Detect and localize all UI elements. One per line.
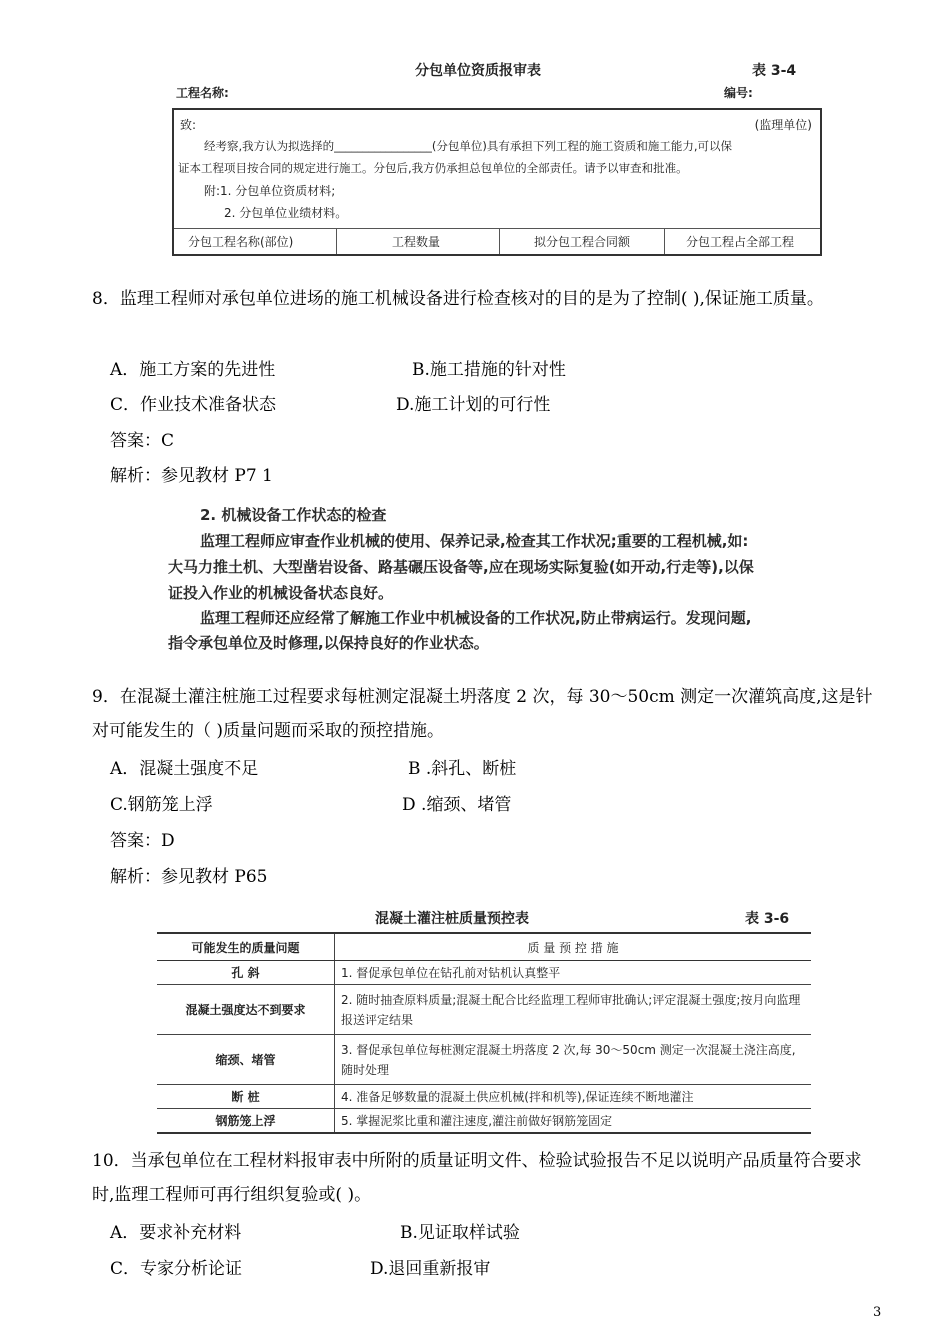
question-9-option-a: A．混凝土强度不足	[110, 759, 259, 779]
table-3-6-problem: 缩颈、堵管	[157, 1035, 335, 1085]
table-3-6-header-problem: 可能发生的质量问题	[157, 933, 335, 961]
question-10-text: 10．当承包单位在工程材料报审表中所附的质量证明文件、检验试验报告不足以说明产品质量符合要求时,监理工程师可再行组织复验或( )。	[92, 1151, 862, 1205]
question-8-option-b: B.施工措施的针对性	[412, 360, 566, 380]
form-3-4-line-1: 经考察,我方认为拟选择的_________________(分包单位)具有承担下列工程的施工资质和施工能力,可以保	[204, 139, 733, 153]
question-9-answer: 答案：D	[110, 831, 175, 851]
question-8-text: 8．监理工程师对承包单位进场的施工机械设备进行检查核对的目的是为了控制( ),保证施工质量。	[92, 289, 824, 309]
form-3-4-project-label: 工程名称:	[176, 86, 229, 100]
question-9-option-c: C.钢筋笼上浮	[110, 795, 213, 815]
question-10-option-b: B.见证取样试验	[400, 1223, 520, 1243]
form-3-4-number-label: 编号:	[724, 86, 753, 100]
table-3-6-problem: 钢筋笼上浮	[157, 1109, 335, 1133]
form-3-4-box	[172, 108, 822, 256]
question-8-answer: 答案：C	[110, 431, 175, 451]
excerpt-8-line-4: 监理工程师还应经常了解施工作业中机械设备的工作状况,防止带病运行。发现问题,	[200, 609, 752, 627]
table-3-6-table-no: 表 3-6	[745, 911, 790, 927]
table-3-6-measure: 1. 督促承包单位在钻孔前对钻机认真整平	[335, 961, 812, 985]
question-9-option-d: D .缩颈、堵管	[402, 795, 512, 815]
table-row	[157, 985, 811, 1035]
question-8-option-c: C．作业技术准备状态	[110, 395, 277, 415]
question-9-option-b: B .斜孔、断桩	[408, 759, 517, 779]
page-number: 3	[873, 1305, 882, 1320]
table-row	[157, 1035, 811, 1085]
question-8-option-d: D.施工计划的可行性	[396, 395, 551, 415]
excerpt-8-heading: 2. 机械设备工作状态的检查	[200, 506, 387, 524]
table-3-6-problem: 断 桩	[157, 1085, 335, 1109]
form-3-4-col-2: 工程数量	[392, 235, 441, 249]
excerpt-8-line-3: 证投入作业的机械设备状态良好。	[168, 584, 394, 602]
question-9-text: 9．在混凝土灌注桩施工过程要求每桩测定混凝土坍落度 2 次，每 30～50cm 测定一次灌筑高度,这是针对可能发生的（ )质量问题而采取的预控措施。	[92, 687, 873, 741]
table-3-6	[157, 932, 811, 1134]
form-3-4-supervisor-unit: (监理单位)	[754, 118, 812, 132]
form-3-4-to: 致:	[180, 118, 197, 132]
question-9-analysis: 解析：参见教材 P65	[110, 867, 268, 887]
form-3-4-attach-2: 2. 分包单位业绩材料。	[224, 206, 348, 220]
form-3-4-col-1: 分包工程名称(部位)	[188, 235, 294, 249]
table-row	[157, 1109, 811, 1133]
table-3-6-measure: 4. 准备足够数量的混凝土供应机械(拌和机等),保证连续不断地灌注	[335, 1085, 812, 1109]
excerpt-8-line-1: 监理工程师应审查作业机械的使用、保养记录,检查其工作状况;重要的工程机械,如:	[200, 532, 749, 550]
table-3-6-header-row	[157, 933, 811, 961]
form-3-4-col-4: 分包工程占全部工程	[686, 235, 795, 249]
form-3-4-col-3: 拟分包工程合同额	[534, 235, 631, 249]
form-3-4-table-no: 表 3-4	[752, 63, 797, 79]
excerpt-8-line-2: 大马力推土机、大型凿岩设备、路基碾压设备等,应在现场实际复验(如开动,行走等),以保	[168, 558, 754, 576]
table-row	[157, 961, 811, 985]
question-10-option-d: D.退回重新报审	[370, 1259, 491, 1279]
question-8-option-a: A．施工方案的先进性	[110, 360, 276, 380]
table-3-6-problem: 混凝土强度达不到要求	[157, 985, 335, 1035]
excerpt-8-line-5: 指令承包单位及时修理,以保持良好的作业状态。	[168, 634, 489, 652]
table-3-6-measure: 5. 掌握泥浆比重和灌注速度,灌注前做好钢筋笼固定	[335, 1109, 812, 1133]
form-3-4-line-2: 证本工程项目按合同的规定进行施工。分包后,我方仍承担总包单位的全部责任。请予以审查和批准。	[178, 161, 688, 175]
question-8-analysis: 解析：参见教材 P7 1	[110, 466, 273, 486]
table-3-6-title: 混凝土灌注桩质量预控表	[375, 911, 529, 927]
question-10-option-c: C．专家分析论证	[110, 1259, 243, 1279]
table-3-6-header-measures: 质 量 预 控 措 施	[335, 933, 812, 961]
table-3-6-measure: 2. 随时抽查原料质量;混凝土配合比经监理工程师审批确认;评定混凝土强度;按月向监理报送评定结果	[335, 985, 812, 1035]
form-3-4-attach-1: 附:1. 分包单位资质材料;	[204, 184, 336, 198]
question-10-option-a: A．要求补充材料	[110, 1223, 242, 1243]
table-3-6-problem: 孔 斜	[157, 961, 335, 985]
table-3-6-measure: 3. 督促承包单位每桩测定混凝土坍落度 2 次,每 30～50cm 测定一次混凝土浇注高度,随时处理	[335, 1035, 812, 1085]
table-row	[157, 1085, 811, 1109]
form-3-4-title: 分包单位资质报审表	[415, 63, 541, 79]
